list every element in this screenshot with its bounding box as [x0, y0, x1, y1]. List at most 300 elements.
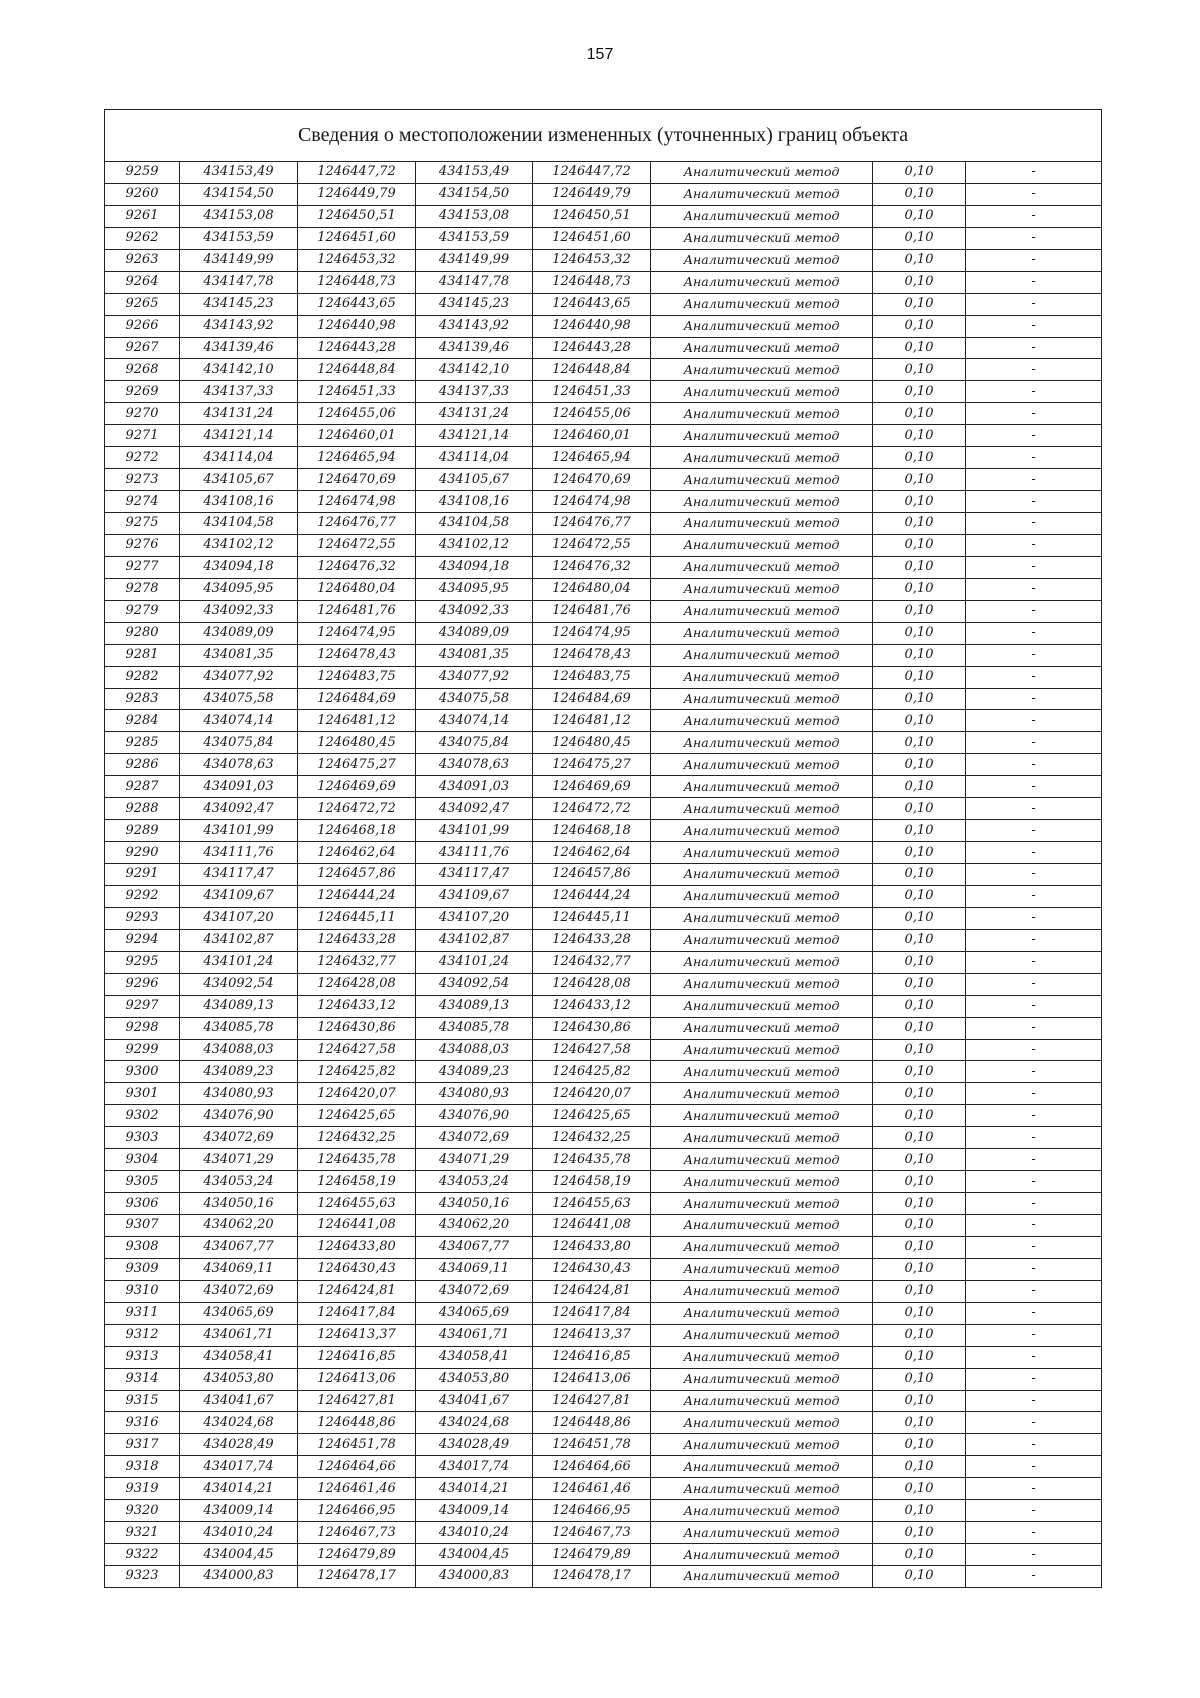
point-number-cell: 9264: [105, 271, 180, 293]
x-old-cell: 434085,78: [180, 1017, 298, 1039]
y-old-cell: 1246481,76: [298, 600, 416, 622]
y-old-cell: 1246481,12: [298, 710, 416, 732]
accuracy-cell: 0,10: [873, 1324, 966, 1346]
x-new-cell: 434114,04: [416, 447, 533, 469]
accuracy-cell: 0,10: [873, 162, 966, 184]
description-cell: -: [966, 513, 1102, 535]
y-old-cell: 1246469,69: [298, 776, 416, 798]
accuracy-cell: 0,10: [873, 1368, 966, 1390]
point-number-cell: 9323: [105, 1566, 180, 1588]
accuracy-cell: 0,10: [873, 820, 966, 842]
description-cell: -: [966, 666, 1102, 688]
x-new-cell: 434088,03: [416, 1039, 533, 1061]
method-cell: Аналитический метод: [651, 1083, 873, 1105]
y-old-cell: 1246480,04: [298, 578, 416, 600]
x-new-cell: 434076,90: [416, 1105, 533, 1127]
point-number-cell: 9302: [105, 1105, 180, 1127]
x-new-cell: 434041,67: [416, 1390, 533, 1412]
description-cell: -: [966, 1544, 1102, 1566]
description-cell: -: [966, 907, 1102, 929]
accuracy-cell: 0,10: [873, 1478, 966, 1500]
x-new-cell: 434142,10: [416, 359, 533, 381]
point-number-cell: 9286: [105, 754, 180, 776]
method-cell: Аналитический метод: [651, 798, 873, 820]
method-cell: Аналитический метод: [651, 1346, 873, 1368]
y-old-cell: 1246466,95: [298, 1500, 416, 1522]
y-old-cell: 1246449,79: [298, 183, 416, 205]
y-new-cell: 1246445,11: [533, 907, 651, 929]
x-old-cell: 434137,33: [180, 381, 298, 403]
point-number-cell: 9304: [105, 1149, 180, 1171]
x-old-cell: 434143,92: [180, 315, 298, 337]
y-old-cell: 1246448,84: [298, 359, 416, 381]
method-cell: Аналитический метод: [651, 1171, 873, 1193]
y-old-cell: 1246416,85: [298, 1346, 416, 1368]
y-new-cell: 1246475,27: [533, 754, 651, 776]
x-old-cell: 434081,35: [180, 644, 298, 666]
table-row: [105, 1522, 1102, 1544]
table-row: [105, 1302, 1102, 1324]
accuracy-cell: 0,10: [873, 973, 966, 995]
table-row: [105, 754, 1102, 776]
x-new-cell: 434058,41: [416, 1346, 533, 1368]
x-old-cell: 434153,49: [180, 162, 298, 184]
method-cell: Аналитический метод: [651, 1390, 873, 1412]
table-row: [105, 249, 1102, 271]
method-cell: Аналитический метод: [651, 1127, 873, 1149]
y-old-cell: 1246474,98: [298, 491, 416, 513]
x-new-cell: 434094,18: [416, 556, 533, 578]
description-cell: -: [966, 1302, 1102, 1324]
table-row: [105, 183, 1102, 205]
x-old-cell: 434089,23: [180, 1061, 298, 1083]
x-old-cell: 434145,23: [180, 293, 298, 315]
accuracy-cell: 0,10: [873, 1390, 966, 1412]
table-row: [105, 359, 1102, 381]
point-number-cell: 9283: [105, 688, 180, 710]
x-new-cell: 434153,59: [416, 227, 533, 249]
point-number-cell: 9273: [105, 469, 180, 491]
table-row: [105, 710, 1102, 732]
x-old-cell: 434041,67: [180, 1390, 298, 1412]
y-new-cell: 1246464,66: [533, 1456, 651, 1478]
y-new-cell: 1246476,77: [533, 513, 651, 535]
accuracy-cell: 0,10: [873, 1434, 966, 1456]
table-row: [105, 1083, 1102, 1105]
table-row: [105, 885, 1102, 907]
y-new-cell: 1246447,72: [533, 162, 651, 184]
method-cell: Аналитический метод: [651, 776, 873, 798]
x-old-cell: 434117,47: [180, 864, 298, 886]
method-cell: Аналитический метод: [651, 1566, 873, 1588]
point-number-cell: 9265: [105, 293, 180, 315]
y-new-cell: 1246465,94: [533, 447, 651, 469]
y-old-cell: 1246458,19: [298, 1171, 416, 1193]
table-row: [105, 995, 1102, 1017]
y-new-cell: 1246432,77: [533, 951, 651, 973]
y-new-cell: 1246480,45: [533, 732, 651, 754]
method-cell: Аналитический метод: [651, 1061, 873, 1083]
point-number-cell: 9277: [105, 556, 180, 578]
description-cell: -: [966, 162, 1102, 184]
x-old-cell: 434058,41: [180, 1346, 298, 1368]
y-old-cell: 1246430,43: [298, 1258, 416, 1280]
x-new-cell: 434000,83: [416, 1566, 533, 1588]
point-number-cell: 9295: [105, 951, 180, 973]
y-new-cell: 1246420,07: [533, 1083, 651, 1105]
method-cell: Аналитический метод: [651, 1105, 873, 1127]
x-old-cell: 434061,71: [180, 1324, 298, 1346]
accuracy-cell: 0,10: [873, 469, 966, 491]
y-new-cell: 1246484,69: [533, 688, 651, 710]
x-old-cell: 434109,67: [180, 885, 298, 907]
method-cell: Аналитический метод: [651, 293, 873, 315]
table-row: [105, 556, 1102, 578]
y-old-cell: 1246476,77: [298, 513, 416, 535]
y-old-cell: 1246478,43: [298, 644, 416, 666]
x-new-cell: 434139,46: [416, 337, 533, 359]
x-new-cell: 434104,58: [416, 513, 533, 535]
x-new-cell: 434028,49: [416, 1434, 533, 1456]
x-new-cell: 434137,33: [416, 381, 533, 403]
y-old-cell: 1246433,12: [298, 995, 416, 1017]
y-new-cell: 1246467,73: [533, 1522, 651, 1544]
x-old-cell: 434088,03: [180, 1039, 298, 1061]
accuracy-cell: 0,10: [873, 1280, 966, 1302]
description-cell: -: [966, 864, 1102, 886]
accuracy-cell: 0,10: [873, 1522, 966, 1544]
x-old-cell: 434089,13: [180, 995, 298, 1017]
description-cell: -: [966, 1456, 1102, 1478]
x-new-cell: 434010,24: [416, 1522, 533, 1544]
table-row: [105, 864, 1102, 886]
y-new-cell: 1246461,46: [533, 1478, 651, 1500]
point-number-cell: 9278: [105, 578, 180, 600]
description-cell: -: [966, 688, 1102, 710]
y-old-cell: 1246461,46: [298, 1478, 416, 1500]
accuracy-cell: 0,10: [873, 732, 966, 754]
table-row: [105, 1039, 1102, 1061]
method-cell: Аналитический метод: [651, 556, 873, 578]
x-old-cell: 434075,58: [180, 688, 298, 710]
accuracy-cell: 0,10: [873, 227, 966, 249]
point-number-cell: 9297: [105, 995, 180, 1017]
point-number-cell: 9261: [105, 205, 180, 227]
y-old-cell: 1246460,01: [298, 425, 416, 447]
accuracy-cell: 0,10: [873, 183, 966, 205]
method-cell: Аналитический метод: [651, 1544, 873, 1566]
table-row: [105, 776, 1102, 798]
point-number-cell: 9308: [105, 1236, 180, 1258]
accuracy-cell: 0,10: [873, 622, 966, 644]
y-new-cell: 1246481,76: [533, 600, 651, 622]
x-old-cell: 434069,11: [180, 1258, 298, 1280]
table-row: [105, 578, 1102, 600]
point-number-cell: 9284: [105, 710, 180, 732]
y-new-cell: 1246455,63: [533, 1193, 651, 1215]
y-new-cell: 1246448,73: [533, 271, 651, 293]
y-old-cell: 1246479,89: [298, 1544, 416, 1566]
x-new-cell: 434102,12: [416, 534, 533, 556]
table-title: Сведения о местоположении измененных (уточненных) границ объекта: [105, 110, 1102, 162]
description-cell: -: [966, 820, 1102, 842]
y-new-cell: 1246457,86: [533, 864, 651, 886]
x-new-cell: 434071,29: [416, 1149, 533, 1171]
description-cell: -: [966, 469, 1102, 491]
y-old-cell: 1246413,37: [298, 1324, 416, 1346]
y-old-cell: 1246451,78: [298, 1434, 416, 1456]
accuracy-cell: 0,10: [873, 1236, 966, 1258]
y-new-cell: 1246474,98: [533, 491, 651, 513]
x-old-cell: 434108,16: [180, 491, 298, 513]
x-old-cell: 434072,69: [180, 1280, 298, 1302]
accuracy-cell: 0,10: [873, 688, 966, 710]
point-number-cell: 9260: [105, 183, 180, 205]
method-cell: Аналитический метод: [651, 447, 873, 469]
table-row: [105, 1280, 1102, 1302]
y-old-cell: 1246445,11: [298, 907, 416, 929]
method-cell: Аналитический метод: [651, 1236, 873, 1258]
table-row: [105, 534, 1102, 556]
y-old-cell: 1246417,84: [298, 1302, 416, 1324]
y-old-cell: 1246427,81: [298, 1390, 416, 1412]
x-new-cell: 434085,78: [416, 1017, 533, 1039]
description-cell: -: [966, 951, 1102, 973]
x-old-cell: 434092,54: [180, 973, 298, 995]
y-old-cell: 1246432,77: [298, 951, 416, 973]
table-row: [105, 1346, 1102, 1368]
point-number-cell: 9289: [105, 820, 180, 842]
x-old-cell: 434080,93: [180, 1083, 298, 1105]
description-cell: -: [966, 315, 1102, 337]
description-cell: -: [966, 1039, 1102, 1061]
y-new-cell: 1246425,65: [533, 1105, 651, 1127]
point-number-cell: 9259: [105, 162, 180, 184]
x-new-cell: 434102,87: [416, 929, 533, 951]
table-row: [105, 1390, 1102, 1412]
description-cell: -: [966, 1149, 1102, 1171]
x-new-cell: 434062,20: [416, 1215, 533, 1237]
accuracy-cell: 0,10: [873, 1061, 966, 1083]
x-old-cell: 434095,95: [180, 578, 298, 600]
description-cell: -: [966, 425, 1102, 447]
method-cell: Аналитический метод: [651, 534, 873, 556]
method-cell: Аналитический метод: [651, 162, 873, 184]
table-row: [105, 644, 1102, 666]
y-old-cell: 1246455,63: [298, 1193, 416, 1215]
x-old-cell: 434067,77: [180, 1236, 298, 1258]
table-row: [105, 907, 1102, 929]
accuracy-cell: 0,10: [873, 1017, 966, 1039]
accuracy-cell: 0,10: [873, 1456, 966, 1478]
x-new-cell: 434053,80: [416, 1368, 533, 1390]
x-old-cell: 434028,49: [180, 1434, 298, 1456]
y-new-cell: 1246469,69: [533, 776, 651, 798]
y-old-cell: 1246425,65: [298, 1105, 416, 1127]
point-number-cell: 9309: [105, 1258, 180, 1280]
y-new-cell: 1246441,08: [533, 1215, 651, 1237]
x-new-cell: 434092,33: [416, 600, 533, 622]
description-cell: -: [966, 1368, 1102, 1390]
table-row: [105, 425, 1102, 447]
accuracy-cell: 0,10: [873, 1258, 966, 1280]
accuracy-cell: 0,10: [873, 1346, 966, 1368]
y-new-cell: 1246480,04: [533, 578, 651, 600]
point-number-cell: 9316: [105, 1412, 180, 1434]
point-number-cell: 9281: [105, 644, 180, 666]
y-new-cell: 1246476,32: [533, 556, 651, 578]
description-cell: -: [966, 1236, 1102, 1258]
table-row: [105, 688, 1102, 710]
table-row: [105, 1236, 1102, 1258]
y-old-cell: 1246462,64: [298, 842, 416, 864]
method-cell: Аналитический метод: [651, 315, 873, 337]
x-old-cell: 434072,69: [180, 1127, 298, 1149]
table-row: [105, 1368, 1102, 1390]
table-row: [105, 162, 1102, 184]
table-row: [105, 600, 1102, 622]
y-new-cell: 1246416,85: [533, 1346, 651, 1368]
point-number-cell: 9263: [105, 249, 180, 271]
method-cell: Аналитический метод: [651, 820, 873, 842]
accuracy-cell: 0,10: [873, 1149, 966, 1171]
accuracy-cell: 0,10: [873, 1193, 966, 1215]
point-number-cell: 9306: [105, 1193, 180, 1215]
accuracy-cell: 0,10: [873, 1544, 966, 1566]
x-new-cell: 434080,93: [416, 1083, 533, 1105]
description-cell: -: [966, 710, 1102, 732]
description-cell: -: [966, 1280, 1102, 1302]
accuracy-cell: 0,10: [873, 644, 966, 666]
x-old-cell: 434121,14: [180, 425, 298, 447]
table-row: [105, 973, 1102, 995]
x-new-cell: 434089,09: [416, 622, 533, 644]
description-cell: -: [966, 293, 1102, 315]
page-number: 157: [586, 46, 614, 63]
x-new-cell: 434009,14: [416, 1500, 533, 1522]
x-new-cell: 434107,20: [416, 907, 533, 929]
point-number-cell: 9276: [105, 534, 180, 556]
description-cell: -: [966, 1412, 1102, 1434]
y-new-cell: 1246458,19: [533, 1171, 651, 1193]
point-number-cell: 9266: [105, 315, 180, 337]
method-cell: Аналитический метод: [651, 1039, 873, 1061]
y-new-cell: 1246472,72: [533, 798, 651, 820]
description-cell: -: [966, 534, 1102, 556]
y-new-cell: 1246450,51: [533, 205, 651, 227]
accuracy-cell: 0,10: [873, 578, 966, 600]
point-number-cell: 9272: [105, 447, 180, 469]
y-new-cell: 1246444,24: [533, 885, 651, 907]
accuracy-cell: 0,10: [873, 1566, 966, 1588]
x-new-cell: 434145,23: [416, 293, 533, 315]
x-old-cell: 434075,84: [180, 732, 298, 754]
table-row: [105, 1258, 1102, 1280]
accuracy-cell: 0,10: [873, 403, 966, 425]
accuracy-cell: 0,10: [873, 447, 966, 469]
accuracy-cell: 0,10: [873, 556, 966, 578]
description-cell: -: [966, 271, 1102, 293]
y-new-cell: 1246474,95: [533, 622, 651, 644]
y-old-cell: 1246470,69: [298, 469, 416, 491]
accuracy-cell: 0,10: [873, 776, 966, 798]
x-old-cell: 434004,45: [180, 1544, 298, 1566]
table-row: [105, 951, 1102, 973]
method-cell: Аналитический метод: [651, 666, 873, 688]
y-old-cell: 1246455,06: [298, 403, 416, 425]
x-new-cell: 434105,67: [416, 469, 533, 491]
description-cell: -: [966, 1193, 1102, 1215]
description-cell: -: [966, 995, 1102, 1017]
x-new-cell: 434089,13: [416, 995, 533, 1017]
x-new-cell: 434014,21: [416, 1478, 533, 1500]
y-old-cell: 1246447,72: [298, 162, 416, 184]
point-number-cell: 9290: [105, 842, 180, 864]
y-new-cell: 1246470,69: [533, 469, 651, 491]
description-cell: -: [966, 1434, 1102, 1456]
method-cell: Аналитический метод: [651, 578, 873, 600]
x-old-cell: 434024,68: [180, 1412, 298, 1434]
point-number-cell: 9320: [105, 1500, 180, 1522]
y-old-cell: 1246425,82: [298, 1061, 416, 1083]
table-row: [105, 1566, 1102, 1588]
method-cell: Аналитический метод: [651, 1302, 873, 1324]
x-new-cell: 434004,45: [416, 1544, 533, 1566]
accuracy-cell: 0,10: [873, 513, 966, 535]
point-number-cell: 9303: [105, 1127, 180, 1149]
table-row: [105, 469, 1102, 491]
description-cell: -: [966, 1500, 1102, 1522]
accuracy-cell: 0,10: [873, 995, 966, 1017]
method-cell: Аналитический метод: [651, 1193, 873, 1215]
y-old-cell: 1246443,28: [298, 337, 416, 359]
accuracy-cell: 0,10: [873, 1039, 966, 1061]
accuracy-cell: 0,10: [873, 491, 966, 513]
method-cell: Аналитический метод: [651, 644, 873, 666]
table-row: [105, 842, 1102, 864]
table-row: [105, 1017, 1102, 1039]
table-row: [105, 513, 1102, 535]
point-number-cell: 9318: [105, 1456, 180, 1478]
method-cell: Аналитический метод: [651, 995, 873, 1017]
y-new-cell: 1246433,28: [533, 929, 651, 951]
point-number-cell: 9262: [105, 227, 180, 249]
table-row: [105, 491, 1102, 513]
accuracy-cell: 0,10: [873, 951, 966, 973]
method-cell: Аналитический метод: [651, 183, 873, 205]
description-cell: -: [966, 732, 1102, 754]
point-number-cell: 9269: [105, 381, 180, 403]
point-number-cell: 9268: [105, 359, 180, 381]
x-new-cell: 434101,99: [416, 820, 533, 842]
method-cell: Аналитический метод: [651, 205, 873, 227]
x-new-cell: 434111,76: [416, 842, 533, 864]
accuracy-cell: 0,10: [873, 798, 966, 820]
x-old-cell: 434014,21: [180, 1478, 298, 1500]
y-new-cell: 1246428,08: [533, 973, 651, 995]
method-cell: Аналитический метод: [651, 688, 873, 710]
x-new-cell: 434069,11: [416, 1258, 533, 1280]
x-new-cell: 434143,92: [416, 315, 533, 337]
description-cell: -: [966, 1061, 1102, 1083]
accuracy-cell: 0,10: [873, 1083, 966, 1105]
x-new-cell: 434075,84: [416, 732, 533, 754]
description-cell: -: [966, 1324, 1102, 1346]
table-row: [105, 1061, 1102, 1083]
accuracy-cell: 0,10: [873, 710, 966, 732]
method-cell: Аналитический метод: [651, 1368, 873, 1390]
y-new-cell: 1246478,43: [533, 644, 651, 666]
